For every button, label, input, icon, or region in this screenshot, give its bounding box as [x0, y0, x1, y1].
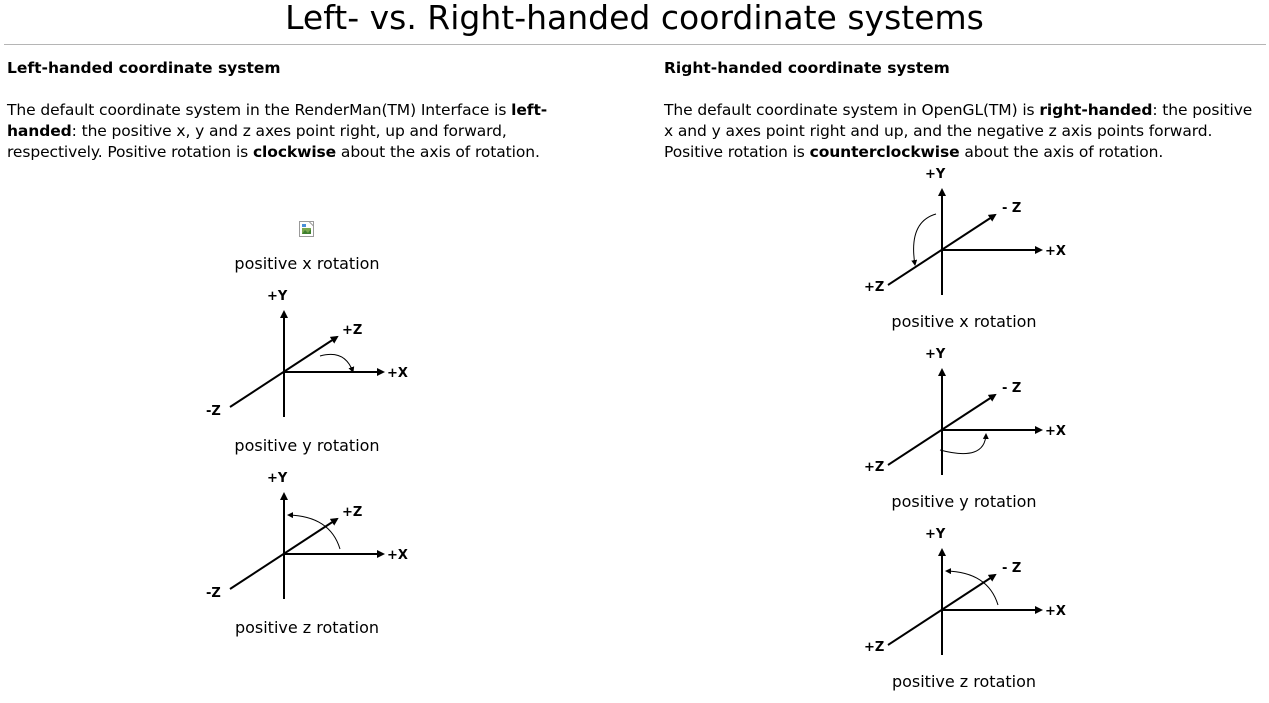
left-z-rotation-diagram [200, 466, 415, 606]
y-axis-label: +Y [925, 167, 946, 182]
left-desc-bold-2: clockwise [252, 143, 337, 161]
z-back-label: -Z [206, 586, 221, 601]
right-caption-y: positive y rotation [891, 492, 1037, 511]
left-desc-text-3: about the axis of rotation. [336, 143, 540, 161]
right-caption-x: positive x rotation [891, 312, 1037, 331]
z-forward-label: +Z [342, 323, 363, 338]
z-forward-label: +Z [342, 505, 363, 520]
z-forward-label: - Z [1002, 201, 1022, 216]
z-back-label: +Z [864, 460, 885, 475]
right-x-rotation-diagram [858, 162, 1073, 302]
right-desc-bold-1: right-handed [1039, 101, 1153, 119]
left-caption-x: positive x rotation [234, 254, 380, 273]
left-caption-y: positive y rotation [234, 436, 380, 455]
x-axis-label: +X [387, 548, 408, 563]
left-description [7, 100, 607, 163]
y-axis-label: +Y [925, 527, 946, 542]
right-desc-text-3: about the axis of rotation. [959, 143, 1164, 161]
rotation-arc [288, 515, 340, 549]
horizontal-rule [4, 44, 1266, 45]
right-desc-bold-2: counterclockwise [809, 143, 960, 161]
x-axis-label: +X [387, 366, 408, 381]
right-z-rotation-diagram [858, 522, 1073, 662]
right-section-heading: Right-handed coordinate system [664, 59, 950, 77]
rotation-arc [320, 354, 353, 372]
y-axis-label: +Y [925, 347, 946, 362]
left-desc-bold-1: left-handed [7, 101, 548, 140]
right-handed-section [664, 58, 1262, 163]
right-caption-z: positive z rotation [891, 672, 1037, 691]
broken-image-icon [299, 221, 315, 237]
right-description [664, 100, 1262, 163]
z-forward-label: - Z [1002, 381, 1022, 396]
z-back-label: +Z [864, 280, 885, 295]
right-desc-text-1: The default coordinate system in OpenGL(TM) is [664, 101, 1040, 119]
left-y-rotation-diagram [200, 284, 415, 424]
rotation-arc [946, 571, 998, 605]
y-axis-label: +Y [267, 289, 288, 304]
page-title: Left- vs. Right-handed coordinate systems [285, 0, 984, 37]
z-back-label: +Z [864, 640, 885, 655]
left-desc-text-1: The default coordinate system in the RenderMan(TM) Interface is [7, 101, 512, 119]
y-axis-label: +Y [267, 471, 288, 486]
right-desc-text-2: : the positive x and y axes point right and up, and the negative z axis points forward. Positive rotation is [664, 101, 1253, 161]
rotation-arc [940, 434, 986, 454]
x-axis-label: +X [1045, 604, 1066, 619]
left-section-heading: Left-handed coordinate system [7, 59, 281, 77]
right-y-rotation-diagram [858, 342, 1073, 482]
z-back-label: -Z [206, 404, 221, 419]
x-axis-label: +X [1045, 424, 1066, 439]
z-forward-label: - Z [1002, 561, 1022, 576]
rotation-arc [914, 214, 936, 265]
x-axis-label: +X [1045, 244, 1066, 259]
left-caption-z: positive z rotation [234, 618, 380, 637]
left-desc-text-2: : the positive x, y and z axes point right, up and forward, respectively. Positive rotation is [7, 122, 507, 161]
left-handed-section [7, 58, 607, 163]
